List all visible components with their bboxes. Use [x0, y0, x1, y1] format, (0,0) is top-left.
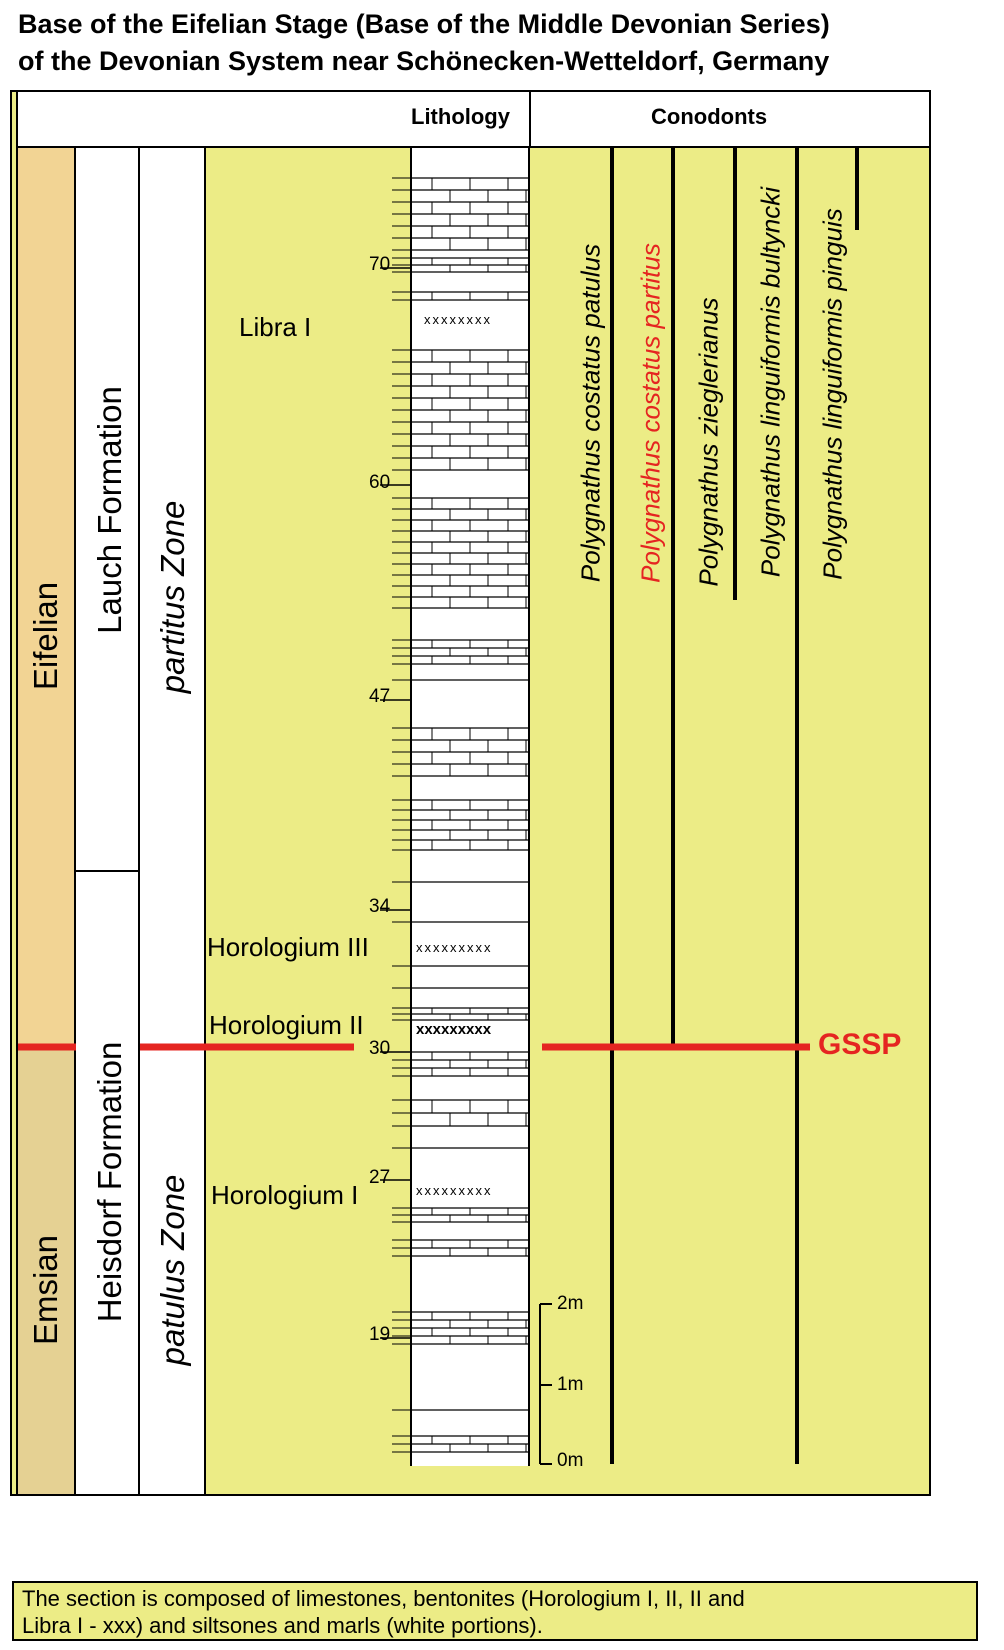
stage-label-eifelian: Eifelian [27, 581, 64, 691]
depth-label-60: 60 [369, 472, 391, 493]
depth-label-27: 27 [369, 1167, 391, 1188]
depth-label-47: 47 [369, 686, 391, 707]
gssp-label: GSSP [818, 1028, 902, 1061]
bentonite-horologium-i: xxxxxxxxx [416, 1183, 493, 1198]
taxon-zieglerianus: Polygnathus zieglerianus [693, 297, 724, 587]
scale-label-2m: 2m [557, 1293, 584, 1314]
bed-label-horologium-iii: Horologium III [207, 932, 369, 962]
bentonite-libra-i: xxxxxxxx [424, 312, 492, 327]
stage-label-emsian: Emsian [27, 1234, 64, 1346]
scale-label-1m: 1m [557, 1374, 584, 1395]
bentonite-horologium-iii: xxxxxxxxx [416, 940, 493, 955]
taxon-costatus-partitus: Polygnathus costatus partitus [635, 243, 666, 583]
caption-line-2: Libra I - xxx) and siltsones and marls (white portions). [22, 1613, 543, 1638]
lithology-header: Lithology [411, 104, 510, 129]
caption-box [12, 1581, 978, 1641]
depth-label-19: 19 [369, 1324, 391, 1345]
depth-label-70: 70 [369, 254, 391, 275]
conodonts-header: Conodonts [651, 104, 768, 129]
bed-label-libra-i: Libra I [239, 312, 312, 342]
scale-label-0m: 0m [557, 1450, 584, 1471]
depth-label-34: 34 [369, 896, 391, 917]
caption-line-1: The section is composed of limestones, bentonites (Horologium I, II, II and [22, 1586, 745, 1611]
bentonite-horologium-ii: xxxxxxxxx [416, 1021, 492, 1038]
taxon-linguiformis-pinguis: Polygnathus linguiformis pinguis [817, 208, 848, 580]
zone-label-patulus: patulus Zone [154, 1174, 191, 1366]
title-line-2: of the Devonian System near Schönecken-Wetteldorf, Germany [18, 46, 830, 76]
taxon-costatus-patulus: Polygnathus costatus patulus [575, 243, 606, 583]
bed-label-horologium-i: Horologium I [211, 1180, 359, 1210]
bed-label-horologium-ii: Horologium II [209, 1010, 364, 1040]
taxon-linguiformis-bultyncki: Polygnathus linguiformis bultyncki [755, 186, 786, 578]
zone-label-partitus: partitus Zone [154, 500, 191, 694]
depth-label-30: 30 [369, 1038, 391, 1059]
title-line-1: Base of the Eifelian Stage (Base of the Middle Devonian Series) [18, 9, 830, 39]
formation-label-heisdorf: Heisdorf Formation [91, 1041, 128, 1323]
formation-label-lauch: Lauch Formation [91, 386, 128, 634]
